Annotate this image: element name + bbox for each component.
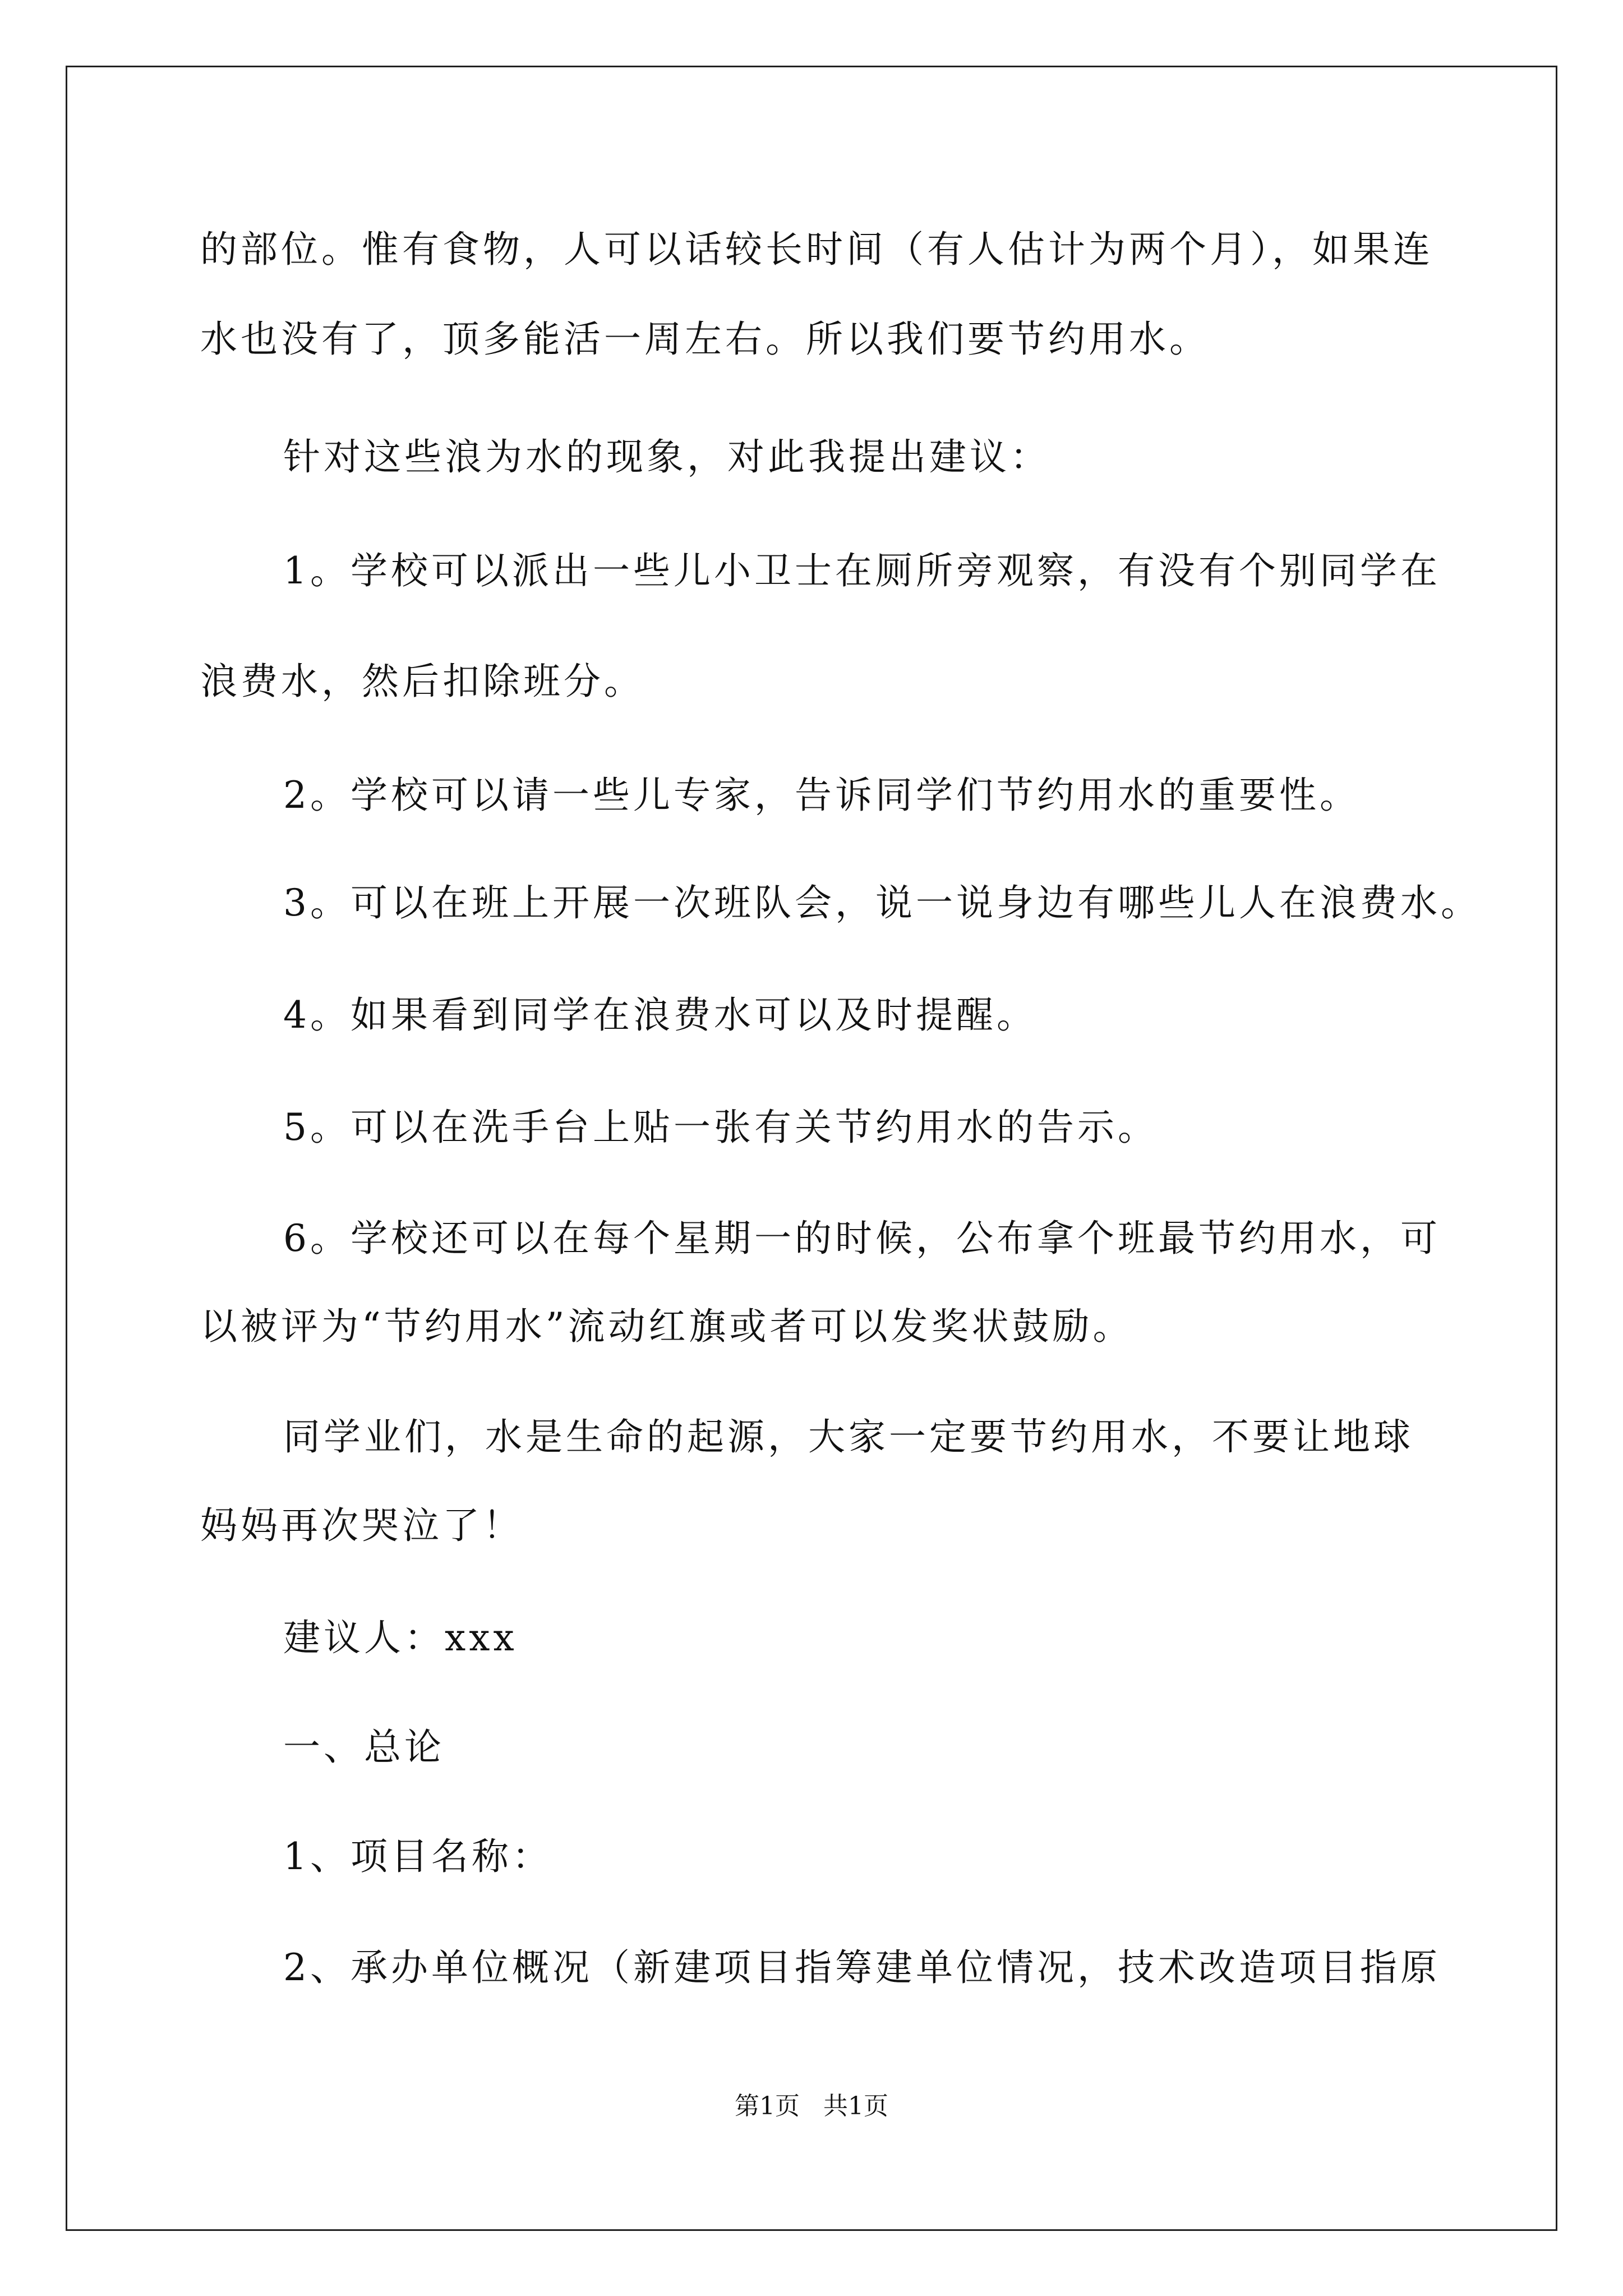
body-line-1: 的部位。惟有食物，人可以话较长时间（有人估计为两个月），如果连 (200, 228, 1433, 271)
body-line-6: 2。学校可以请一些儿专家，告诉同学们节约用水的重要性。 (283, 774, 1360, 817)
body-line-11: 以被评为“节约用水”流动红旗或者可以发奖状鼓励。 (200, 1305, 1133, 1348)
body-line-12: 同学业们，水是生命的起源，大家一定要节约用水，不要让地球 (283, 1415, 1414, 1458)
body-line-7: 3。可以在班上开展一次班队会，说一说身边有哪些儿人在浪费水。 (283, 881, 1481, 924)
page-footer: 第1页 共1页 (735, 2092, 888, 2120)
body-line-13: 妈妈再次哭泣了！ (200, 1504, 523, 1547)
body-line-4: 1。学校可以派出一些儿小卫士在厕所旁观察，有没有个别同学在 (283, 549, 1441, 592)
body-line-14: 建议人：xxx (283, 1616, 518, 1659)
body-line-5: 浪费水，然后扣除班分。 (200, 660, 644, 703)
body-line-8: 4。如果看到同学在浪费水可以及时提醒。 (283, 993, 1037, 1037)
body-line-3: 针对这些浪为水的现象，对此我提出建议： (283, 435, 1050, 478)
body-line-17: 2、承办单位概况（新建项目指筹建单位情况，技术改造项目指原 (283, 1946, 1441, 1989)
body-line-2: 水也没有了，顶多能活一周左右。所以我们要节约用水。 (200, 318, 1210, 361)
body-line-15: 一、总论 (283, 1726, 445, 1769)
body-line-10: 6。学校还可以在每个星期一的时候，公布拿个班最节约用水，可 (283, 1217, 1441, 1260)
body-line-9: 5。可以在洗手台上贴一张有关节约用水的告示。 (283, 1106, 1158, 1149)
body-line-16: 1、项目名称： (283, 1835, 552, 1878)
